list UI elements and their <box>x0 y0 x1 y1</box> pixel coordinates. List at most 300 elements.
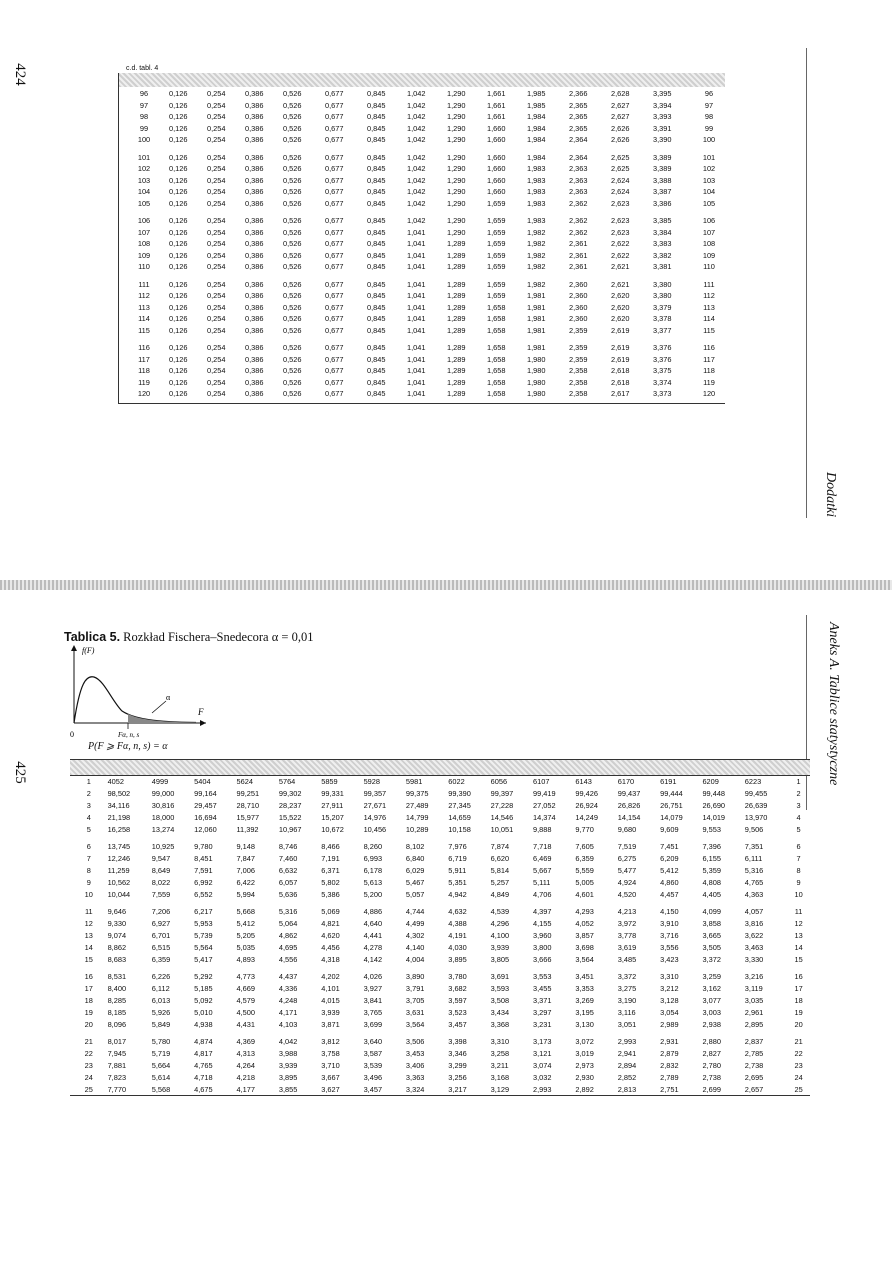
table-cell: 6,029 <box>405 865 425 875</box>
table5 <box>70 775 810 1096</box>
row-label: 25 <box>794 1084 803 1094</box>
table-cell: 3,593 <box>490 984 510 994</box>
table-cell: 7,874 <box>490 842 510 852</box>
table-cell: 6,013 <box>151 995 171 1005</box>
table-row <box>119 302 725 314</box>
table-cell: 2,360 <box>569 314 588 324</box>
table-cell: 5,292 <box>194 972 213 982</box>
table-cell: 2,359 <box>569 354 588 364</box>
table-cell: 3,939 <box>490 942 510 952</box>
table-cell: 3,597 <box>448 995 467 1005</box>
table-cell: 3,463 <box>744 942 764 952</box>
table-row <box>119 163 725 175</box>
table-cell: 3,710 <box>321 1060 340 1070</box>
table-cell: 3,119 <box>744 984 763 994</box>
table-cell: 4,318 <box>321 954 340 964</box>
table-cell: 0,845 <box>367 302 386 312</box>
table-cell: 3,195 <box>575 1007 594 1017</box>
table-cell: 1,983 <box>527 187 546 197</box>
table-cell: 3,310 <box>490 1037 510 1047</box>
table-row <box>70 906 810 918</box>
row-label: 103 <box>702 175 716 185</box>
table-cell: 7,847 <box>236 854 255 864</box>
table-cell: 3,372 <box>617 972 637 982</box>
table-cell: 3,217 <box>448 1084 467 1094</box>
row-label: 24 <box>84 1072 93 1082</box>
table-cell: 0,526 <box>283 325 302 335</box>
table-cell: 8,185 <box>107 1007 127 1017</box>
table-cell: 2,852 <box>617 1072 637 1082</box>
table-cell: 1,981 <box>527 314 546 324</box>
table-cell: 3,077 <box>702 995 721 1005</box>
table-cell: 3,453 <box>405 1049 425 1059</box>
table-cell: 10,925 <box>151 842 175 852</box>
table-cell: 11,392 <box>236 824 259 834</box>
table-cell: 0,126 <box>169 164 188 174</box>
table-cell: 5,057 <box>405 889 425 899</box>
table-cell: 4,860 <box>660 877 679 887</box>
table-cell: 6,632 <box>278 865 298 875</box>
table-cell: 1,042 <box>407 198 426 208</box>
table-cell: 1,659 <box>487 198 506 208</box>
table-cell: 0,677 <box>325 262 344 272</box>
row-label: 6 <box>86 842 91 852</box>
table-cell: 6143 <box>575 777 592 787</box>
row-label: 119 <box>138 377 150 387</box>
table-cell: 3,508 <box>490 995 510 1005</box>
table-cell: 0,845 <box>367 100 386 110</box>
row-label: 10 <box>84 889 93 899</box>
table-cell: 1,289 <box>447 343 466 353</box>
table-cell: 8,022 <box>151 877 171 887</box>
table-cell: 1,659 <box>487 291 506 301</box>
table-cell: 1,042 <box>407 100 426 110</box>
table-cell: 1,041 <box>407 366 426 376</box>
row-label: 3 <box>796 800 801 810</box>
table-cell: 2,358 <box>569 377 588 387</box>
table-cell: 2,751 <box>660 1084 679 1094</box>
table-cell: 4,437 <box>278 972 298 982</box>
table-cell: 2,961 <box>744 1007 764 1017</box>
table-cell: 1,982 <box>527 227 546 237</box>
table-cell: 7,718 <box>533 842 552 852</box>
table-cell: 4,302 <box>405 930 425 940</box>
table-cell: 5,994 <box>236 889 255 899</box>
table-cell: 4,015 <box>321 995 340 1005</box>
table-cell: 14,019 <box>702 812 726 822</box>
alpha-pointer <box>152 701 166 713</box>
table-cell: 4,103 <box>278 1019 298 1029</box>
table-cell: 8,451 <box>194 854 213 864</box>
table-cell: 0,126 <box>169 175 188 185</box>
table-cell: 3,927 <box>363 984 383 994</box>
table-cell: 1,290 <box>447 89 466 99</box>
table-cell: 0,254 <box>207 343 226 353</box>
table-cell: 4,632 <box>448 907 467 917</box>
table-cell: 2,361 <box>569 239 588 249</box>
table-cell: 0,845 <box>367 112 386 122</box>
table-cell: 3,691 <box>490 972 510 982</box>
row-label: 2 <box>86 789 91 799</box>
table-cell: 5,064 <box>278 919 298 929</box>
table-cell: 4,640 <box>363 919 383 929</box>
table-row <box>119 354 725 366</box>
table-cell: 5,005 <box>575 877 594 887</box>
table-cell: 1,041 <box>407 239 426 249</box>
table-cell: 0,677 <box>325 377 344 387</box>
table-cell: 4,456 <box>321 942 340 952</box>
table-cell: 0,677 <box>325 291 344 301</box>
table-cell: 1,980 <box>527 389 546 399</box>
table-cell: 4,405 <box>702 889 721 899</box>
table-cell: 1,983 <box>527 198 546 208</box>
table-cell: 6,515 <box>151 942 171 952</box>
table-cell: 3,910 <box>660 919 679 929</box>
table-cell: 0,386 <box>245 100 264 110</box>
table-cell: 0,526 <box>283 187 302 197</box>
table-cell: 7,519 <box>617 842 637 852</box>
row-label: 101 <box>702 152 716 162</box>
table-cell: 3,812 <box>321 1037 340 1047</box>
table-cell: 0,386 <box>245 366 264 376</box>
table-cell: 2,973 <box>575 1060 594 1070</box>
table-cell: 3,212 <box>660 984 679 994</box>
table-cell: 3,895 <box>278 1072 298 1082</box>
table-cell: 0,526 <box>283 239 302 249</box>
table-cell: 5928 <box>363 777 381 787</box>
table-cell: 0,845 <box>367 262 386 272</box>
table-cell: 3,381 <box>653 262 672 272</box>
table-cell: 5,205 <box>236 930 255 940</box>
table-cell: 4,620 <box>321 930 340 940</box>
table-cell: 0,254 <box>207 152 226 162</box>
table-cell: 4052 <box>107 777 125 787</box>
table-cell: 3,871 <box>321 1019 340 1029</box>
table-cell: 7,945 <box>107 1049 127 1059</box>
row-label: 117 <box>703 354 715 364</box>
table-cell: 5624 <box>236 777 253 787</box>
table-cell: 2,364 <box>569 152 588 162</box>
table-cell: 5,412 <box>660 865 679 875</box>
table-cell: 3,406 <box>405 1060 425 1070</box>
row-label: 12 <box>794 919 803 929</box>
table-cell: 8,017 <box>107 1037 127 1047</box>
table-cell: 3,682 <box>448 984 467 994</box>
table-cell: 3,269 <box>575 995 594 1005</box>
row-label: 13 <box>84 930 93 940</box>
table-cell: 0,254 <box>207 366 226 376</box>
table-cell: 4,155 <box>533 919 552 929</box>
table-cell: 3,699 <box>363 1019 383 1029</box>
table-cell: 0,126 <box>169 112 188 122</box>
table-cell: 0,526 <box>283 123 302 133</box>
table-cell: 3,698 <box>575 942 594 952</box>
table-cell: 10,158 <box>448 824 471 834</box>
table-cell: 3,457 <box>363 1084 383 1094</box>
table-cell: 2,626 <box>611 123 630 133</box>
table-cell: 2,362 <box>569 198 588 208</box>
table-row <box>70 918 810 930</box>
table-cell: 12,246 <box>107 854 131 864</box>
table-cell: 2,621 <box>611 262 630 272</box>
table-cell: 3,666 <box>533 954 552 964</box>
row-label: 18 <box>794 995 803 1005</box>
table-cell: 5,412 <box>236 919 255 929</box>
table-cell: 3,386 <box>653 198 672 208</box>
row-label: 104 <box>702 187 716 197</box>
table-cell: 2,622 <box>611 250 630 260</box>
table-cell: 4,296 <box>490 919 510 929</box>
table-cell: 1,041 <box>407 227 426 237</box>
table-cell: 2,363 <box>569 175 588 185</box>
table-cell: 2,892 <box>575 1084 594 1094</box>
table-cell: 2,628 <box>611 89 630 99</box>
table-cell: 8,466 <box>321 842 340 852</box>
table-cell: 3,939 <box>321 1007 340 1017</box>
page-number-top: 424 <box>11 63 28 86</box>
table-cell: 5764 <box>278 777 296 787</box>
table-cell: 0,845 <box>367 123 386 133</box>
table-cell: 3,816 <box>744 919 764 929</box>
table-cell: 3,972 <box>617 919 637 929</box>
row-label: 19 <box>794 1007 803 1017</box>
table-cell: 27,052 <box>533 800 556 810</box>
table-cell: 0,386 <box>245 377 264 387</box>
table-cell: 26,826 <box>617 800 641 810</box>
table-cell: 5,614 <box>151 1072 171 1082</box>
table5-formula: P(F ⩾ Fα, n, s) = α <box>88 741 168 752</box>
row-label: 109 <box>702 250 716 260</box>
row-label: 14 <box>84 942 93 952</box>
table-cell: 4,938 <box>194 1019 213 1029</box>
table-cell: 27,489 <box>405 800 429 810</box>
table-cell: 1,982 <box>527 250 546 260</box>
graph-quantile-label: Fα, n, s <box>118 731 140 739</box>
table-cell: 3,395 <box>653 89 672 99</box>
table-cell: 0,526 <box>283 250 302 260</box>
table-cell: 6,993 <box>363 854 383 864</box>
table-cell: 2,695 <box>744 1072 764 1082</box>
table-cell: 3,791 <box>405 984 425 994</box>
table-cell: 3,173 <box>533 1037 552 1047</box>
table-cell: 4,773 <box>236 972 255 982</box>
table-cell: 30,816 <box>151 800 175 810</box>
row-label: 18 <box>84 995 93 1005</box>
table-cell: 0,526 <box>283 302 302 312</box>
table-cell: 6,359 <box>151 954 171 964</box>
row-label: 20 <box>84 1019 93 1029</box>
table-cell: 3,168 <box>490 1072 510 1082</box>
table-cell: 4,057 <box>744 907 764 917</box>
row-label: 115 <box>138 325 150 335</box>
table-cell: 2,360 <box>569 291 588 301</box>
table-cell: 3,391 <box>653 123 672 133</box>
row-label: 105 <box>137 198 151 208</box>
table-cell: 4,499 <box>405 919 425 929</box>
table-cell: 14,374 <box>533 812 556 822</box>
table-cell: 4,924 <box>617 877 637 887</box>
table-cell: 5,814 <box>490 865 510 875</box>
table-cell: 3,622 <box>744 930 764 940</box>
table-cell: 3,211 <box>490 1060 509 1070</box>
table-cell: 3,121 <box>533 1049 552 1059</box>
table-cell: 1,041 <box>407 377 426 387</box>
table-cell: 16,258 <box>107 824 131 834</box>
table-row <box>70 876 810 888</box>
table-cell: 1,289 <box>447 377 466 387</box>
table-cell: 3,496 <box>363 1072 383 1082</box>
row-label: 21 <box>84 1037 93 1047</box>
table-cell: 26,924 <box>575 800 598 810</box>
table-cell: 2,363 <box>569 164 588 174</box>
table-cell: 0,677 <box>325 250 344 260</box>
table-cell: 0,386 <box>245 227 264 237</box>
table-cell: 1,660 <box>487 152 506 162</box>
table-cell: 1,042 <box>407 187 426 197</box>
table-cell: 3,376 <box>653 343 672 353</box>
table-cell: 4,579 <box>236 995 255 1005</box>
table-cell: 3,394 <box>653 100 672 110</box>
table-row <box>70 953 810 965</box>
table-cell: 3,389 <box>653 152 672 162</box>
table-cell: 3,346 <box>448 1049 467 1059</box>
table-cell: 4,849 <box>490 889 510 899</box>
table-row <box>119 186 725 198</box>
table-cell: 14,249 <box>575 812 598 822</box>
table-cell: 99,302 <box>278 789 302 799</box>
table-cell: 7,006 <box>236 865 255 875</box>
table-cell: 0,526 <box>283 135 302 145</box>
table-cell: 2,626 <box>611 135 630 145</box>
table-cell: 4,520 <box>617 889 637 899</box>
table-cell: 9,646 <box>107 907 127 917</box>
table-cell: 16,694 <box>194 812 217 822</box>
table-cell: 4,441 <box>363 930 383 940</box>
table-cell: 14,546 <box>490 812 514 822</box>
table-cell: 7,605 <box>575 842 594 852</box>
table-cell: 1,289 <box>447 389 466 399</box>
table-cell: 1,658 <box>487 389 506 399</box>
table-cell: 0,254 <box>207 227 226 237</box>
table-cell: 0,845 <box>367 250 386 260</box>
table-cell: 0,845 <box>367 354 386 364</box>
table-cell: 1,289 <box>447 325 466 335</box>
table-cell: 3,434 <box>490 1007 510 1017</box>
margin-rule-top <box>806 48 807 518</box>
table-cell: 0,677 <box>325 89 344 99</box>
table-cell: 5,849 <box>151 1019 171 1029</box>
table-row <box>119 313 725 325</box>
table-cell: 0,386 <box>245 198 264 208</box>
table-cell: 0,845 <box>367 291 386 301</box>
table-cell: 3,383 <box>653 239 672 249</box>
graph-x-arrow <box>200 720 206 726</box>
table-cell: 0,126 <box>169 279 188 289</box>
table-cell: 5,092 <box>194 995 213 1005</box>
table-cell: 0,677 <box>325 366 344 376</box>
table-cell: 0,677 <box>325 198 344 208</box>
table-row <box>70 823 810 835</box>
table-row <box>119 365 725 377</box>
table-cell: 0,845 <box>367 343 386 353</box>
table-cell: 6107 <box>533 777 550 787</box>
table-cell: 3,841 <box>363 995 383 1005</box>
table-cell: 4,457 <box>660 889 679 899</box>
table-cell: 99,397 <box>490 789 514 799</box>
table-cell: 3,310 <box>660 972 679 982</box>
density-curve <box>74 677 196 723</box>
table-cell: 1,984 <box>527 112 546 122</box>
table-cell: 1,290 <box>447 152 466 162</box>
row-label: 97 <box>139 100 149 110</box>
table-cell: 2,627 <box>611 100 630 110</box>
row-label: 16 <box>84 972 93 982</box>
table-row <box>119 111 725 123</box>
table-cell: 0,845 <box>367 187 386 197</box>
table-cell: 6,552 <box>194 889 213 899</box>
table-cell: 2,785 <box>744 1049 764 1059</box>
table-cell: 4,202 <box>321 972 340 982</box>
table-cell: 4,886 <box>363 907 383 917</box>
table-cell: 3,939 <box>278 1060 298 1070</box>
table-cell: 4,004 <box>405 954 425 964</box>
table-cell: 3,389 <box>653 164 672 174</box>
row-label: 110 <box>138 262 150 272</box>
table1 <box>119 88 725 400</box>
table-cell: 8,746 <box>278 842 298 852</box>
table-cell: 8,400 <box>107 984 127 994</box>
table-cell: 6,111 <box>744 854 763 864</box>
table-cell: 0,254 <box>207 325 226 335</box>
table-cell: 3,074 <box>533 1060 552 1070</box>
table-cell: 6170 <box>617 777 635 787</box>
table-cell: 0,126 <box>169 227 188 237</box>
table-cell: 1,289 <box>447 354 466 364</box>
table-cell: 3,758 <box>321 1049 340 1059</box>
table-cell: 27,345 <box>448 800 471 810</box>
table-cell: 3,130 <box>575 1019 594 1029</box>
table-cell: 26,690 <box>702 800 726 810</box>
table-cell: 26,751 <box>660 800 683 810</box>
table-cell: 1,289 <box>447 366 466 376</box>
row-label: 107 <box>137 227 151 237</box>
table-cell: 4,026 <box>363 972 383 982</box>
table-cell: 5,477 <box>617 865 637 875</box>
table-row <box>119 123 725 135</box>
row-label: 6 <box>796 842 801 852</box>
table-cell: 4,500 <box>236 1007 255 1017</box>
table-cell: 1,290 <box>447 216 466 226</box>
table-cell: 0,677 <box>325 216 344 226</box>
row-label: 17 <box>84 984 93 994</box>
table-cell: 1,981 <box>527 343 546 353</box>
table-cell: 0,126 <box>169 100 188 110</box>
table-cell: 5,802 <box>321 877 340 887</box>
table-cell: 3,890 <box>405 972 425 982</box>
table-cell: 0,386 <box>245 239 264 249</box>
table-cell: 0,526 <box>283 279 302 289</box>
table-cell: 2,359 <box>569 343 588 353</box>
table-cell: 4,278 <box>363 942 383 952</box>
table-cell: 1,042 <box>407 216 426 226</box>
table-cell: 3,667 <box>321 1072 340 1082</box>
row-label: 98 <box>704 112 714 122</box>
table-cell: 1,660 <box>487 164 506 174</box>
table-cell: 4,042 <box>278 1037 298 1047</box>
table-cell: 1,980 <box>527 377 546 387</box>
row-label: 15 <box>84 954 93 964</box>
table-cell: 1,658 <box>487 377 506 387</box>
